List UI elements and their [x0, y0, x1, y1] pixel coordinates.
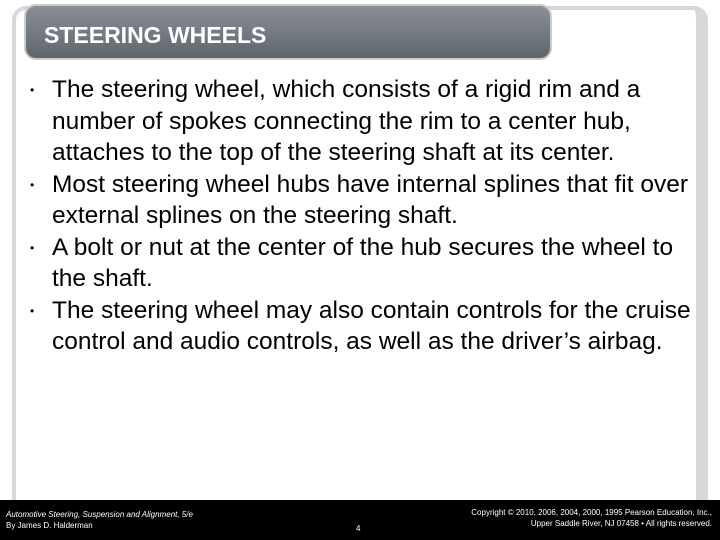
slide-title — [24, 4, 552, 60]
footer-bar — [0, 500, 720, 540]
author-line: By James D. Halderman — [6, 521, 93, 530]
book-title: Automotive Steering, Suspension and Alignment, 5/e — [6, 510, 193, 519]
bullet-marker: • — [30, 303, 35, 318]
slide-title-text: STEERING WHEELS — [44, 22, 267, 48]
bullet-marker: • — [30, 83, 35, 97]
footer-citation — [6, 509, 193, 531]
bullet-text: A bolt or nut at the center of the hub secures the wheel to the shaft. — [52, 233, 674, 292]
list-item — [24, 169, 694, 232]
bullet-text: The steering wheel may also contain controls for the cruise control and audio controls, as well as the driver’s airbag. — [52, 296, 691, 355]
page-number: 4 — [356, 524, 361, 533]
copyright-line-1: Copyright © 2010, 2006, 2004, 2000, 1995 Pearson Education, Inc., — [471, 508, 712, 517]
copyright-notice — [471, 507, 712, 529]
list-item — [24, 295, 694, 358]
bullet-marker: • — [30, 240, 35, 255]
bullet-text: The steering wheel, which consists of a rigid rim and a number of spokes connecting the rim to a center hub, attaches to the top of the steering shaft at its center. — [52, 76, 641, 166]
list-item — [24, 232, 694, 295]
bullet-marker: • — [30, 177, 35, 192]
bullet-list — [24, 74, 694, 358]
copyright-line-2: Upper Saddle River, NJ 07458 • All rights reserved. — [530, 519, 712, 528]
list-item — [24, 74, 694, 169]
bullet-text: Most steering wheel hubs have internal splines that fit over external splines on the steering shaft. — [52, 170, 688, 229]
